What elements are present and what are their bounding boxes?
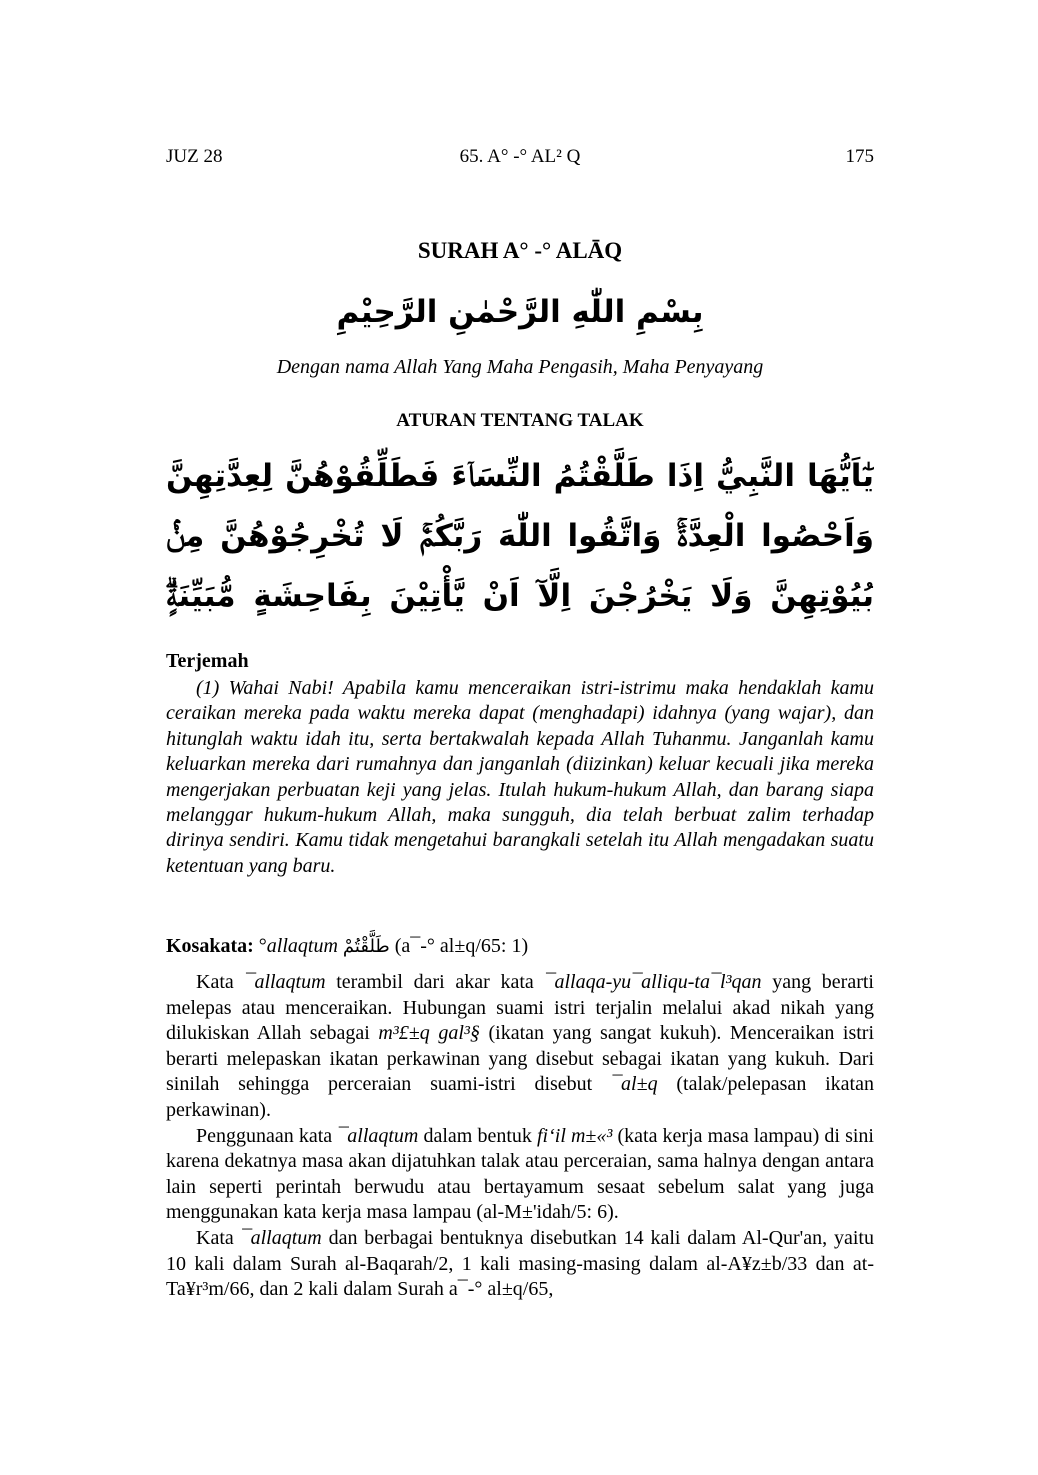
terjemah-text — [166, 676, 874, 879]
italic-term: ¯allaqtum — [240, 1226, 322, 1249]
surah-title: SURAH A° -° ALĀQ — [417, 238, 623, 263]
body-paragraph-1 — [166, 970, 874, 1124]
text-run: (ikatan yang sangat kukuh). Menceraikan istri berarti melepaskan ikatan perkawinan yang disebut sebagai ikatan yang kukuh. Dari sinilah sehingga perceraian suami-istri disebut — [166, 1022, 875, 1096]
text-run: Kata — [196, 1226, 241, 1249]
arabic-verse-text: يٰٓاَيُّهَا النَّبِيُّ اِذَا طَلَّقْتُمُ النِّسَاۤءَ فَطَلِّقُوْهُنَّ لِعِدَّتِهِنَّ وَاَحْصُوا الْعِدَّةَۚ وَاتَّقُوا اللّٰهَ رَبَّكُمْۚ لَا تُخْرِجُوْهُنَّ مِنْۢ بُيُوْتِهِنَّ وَلَا يَخْرُجْنَ اِلَّآ اَنْ يَّأْتِيْنَ بِفَاحِشَةٍ مُّبَيِّنَةٍۗ — [166, 458, 874, 614]
italic-term: m³£±q gal³§ — [378, 1022, 480, 1045]
text-run: Penggunaan kata — [196, 1124, 338, 1147]
italic-term: ¯allaqtum — [337, 1124, 419, 1147]
arabic-verse — [166, 446, 874, 626]
kosakata-heading — [166, 935, 874, 958]
text-run: yang berarti melepas atau menceraikan. Hubungan suami istri terjalin melalui akad nikah yang dilukiskan Allah sebagai — [166, 971, 874, 1045]
running-header — [166, 146, 874, 172]
italic-term: ¯allaqtum — [244, 971, 326, 993]
kosakata-label: Kosakata: — [166, 935, 254, 957]
text-run: Kata — [196, 971, 245, 993]
header-surah-name: 65. A° -° AL² Q — [459, 146, 581, 167]
kosakata-prefix: ° — [258, 935, 267, 957]
italic-term: ¯al±q — [611, 1073, 658, 1096]
terjemah-heading: Terjemah — [166, 650, 249, 672]
kosakata-reference: (a¯-° al±q/65: 1) — [394, 935, 529, 957]
section-title: ATURAN TENTANG TALAK — [396, 410, 644, 431]
italic-term: ¯allaqa-yu¯alliqu-ta¯l³qan — [544, 971, 762, 993]
bismillah-calligraphy: بِسْمِ اللّٰهِ الرَّحْمٰنِ الرَّحِيْمِ — [336, 294, 704, 330]
terjemah-paragraph: (1) Wahai Nabi! Apabila kamu menceraikan istri-istrimu maka hendaklah kamu ceraikan mereka pada waktu mereka dapat (menghadapi) idahnya (yang wajar), dan hitunglah waktu idah itu, serta bertakwalah kepada Allah Tuhanmu. Janganlah kamu keluarkan mereka dari rumahnya dan janganlah (diizinkan) keluar kecuali jika mereka mengerjakan perbuatan keji yang jelas. Itulah hukum-hukum Allah, dan barang siapa melanggar hukum-hukum Allah, maka sungguh, dia telah berbuat zalim terhadap dirinya sendiri. Kamu tidak mengetahui barangkali setelah itu Allah mengadakan suatu ketentuan yang baru. — [166, 677, 874, 877]
text-run: terambil dari akar kata — [325, 971, 545, 993]
kosakata-body — [166, 970, 874, 1303]
kosakata-arabic-word: طَلَّقْتُمْ — [342, 936, 390, 957]
text-run: (talak/pelepasan ikatan perkawinan). — [166, 1073, 874, 1121]
text-run: dan berbagai bentuknya disebutkan 14 kali dalam Al-Qur'an, yaitu 10 kali dalam Surah al-Baqarah/2, 1 kali masing-masing dalam al-A¥z±b/33 dan at-Ta¥r³m/66, dan 2 kali dalam Surah a¯-° al±q/65, — [166, 1226, 874, 1301]
kosakata-term: allaqtum — [266, 935, 338, 957]
text-run: dalam bentuk — [418, 1124, 537, 1147]
text-run: (kata kerja masa lampau) di sini karena dekatnya masa akan dijatuhkan talak atau perceraian, sama halnya dengan antara lain seperti perintah berwudu atau bertayamum sesaat sebelum salat yang juga menggunakan kata kerja masa lampau (al-M±'idah/5: 6). — [166, 1124, 874, 1224]
page-number: 175 — [845, 146, 874, 167]
juz-label: JUZ 28 — [166, 146, 223, 167]
bismillah-translation: Dengan nama Allah Yang Maha Pengasih, Maha Penyayang — [276, 356, 764, 378]
body-paragraph-2 — [166, 1124, 874, 1226]
body-paragraph-3 — [166, 1226, 874, 1303]
italic-term: fi‘il m±«³ — [536, 1124, 613, 1147]
